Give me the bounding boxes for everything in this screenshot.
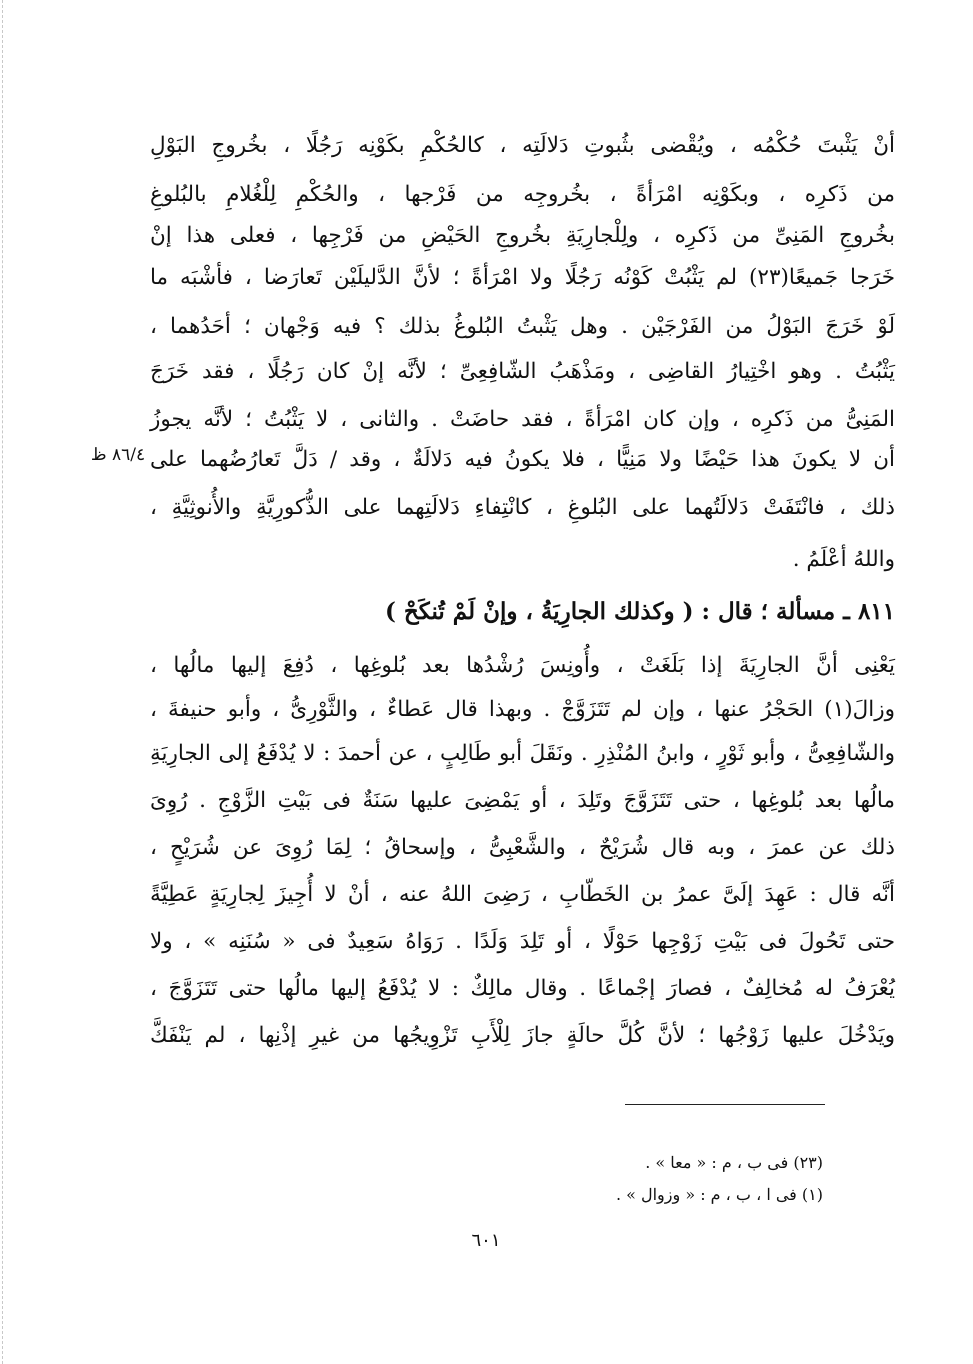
text-line: والشّافِعِىُّ ، وأبو ثَوْرٍ ، وابنُ المُنْذِرِ . ونَقَلَ أبو طَالِبٍ ، عن أحمدَ : لا يُدْفَعُ إلى الجارِيَةِ: [150, 741, 895, 766]
text-line: حتى تَحُولَ فى بَيْتِ زَوْجِها حَوْلًا ، أو تَلِدَ وَلَدًا . رَوَاهُ سَعِيدٌ فى « سُنَنِه » ، ولا: [150, 929, 895, 954]
text-line: واللهُ أعْلَمُ .: [792, 547, 895, 572]
text-line: أنَّه قال : عَهِدَ إلَىَّ عمرُ بن الخَطّابِ ، رَضِىَ اللهُ عنه ، أنْ لا أُجِيزَ لِجارِيَةٍ عَطِيَّةً: [150, 882, 895, 907]
text-line: من ذَكرِه ، وبكَوْنِه امْرَأةً ، بخُروجِه من فَرْجها ، والحُكْمِ لِلْغُلامِ بالبُلوغِ: [150, 182, 895, 207]
footnote: (٢٣) فى ب ، م : « معا » .: [645, 1153, 823, 1172]
text-line: لَوْ خَرَجَ البَوْلُ من الفَرْجَيْن . وهل يَثْبتُ البُلوغُ بذلك ؟ فيه وَجْهان ؛ أحَدُهما ،: [150, 314, 895, 339]
text-line: يَثْبُتُ . وهو اخْتِيارُ القاضِى ، ومَذْهَبُ الشّافِعِىِّ ؛ لأنَّه إنْ كان رَجُلًا ، فقد خَرَجَ: [150, 359, 895, 384]
text-line: أنْ يَثْبتَ حُكْمُه ، ويُقْضى بثُبوتِ دَلالَتِه ، كالحُكْمِ بكَوْنِه رَجُلًا ، بخُروجِ البَوْلِ: [150, 133, 895, 158]
text-line: بخُروجِ المَنِىِّ من ذَكرِه ، ولِلْجارِيَةِ بخُروجِ الحَيْضِ من فَرْجِها ، فعلى هذا إنْ: [150, 223, 895, 248]
text-line: مالُها بعد بُلوغِها ، حتى تَتَزَوَّجَ وتَلِدَ ، أو يَمْضِىَ عليها سَنَةٌ فى بَيْتِ الزَّوْجِ . رُوِىَ: [150, 788, 895, 813]
footnote: (١) فى ا ، ب ، م : « وزوال » .: [615, 1185, 823, 1204]
margin-manuscript-reference: ٨٦/٤ ظ: [90, 445, 146, 465]
binding-edge-dashes: [2, 0, 3, 1364]
text-line: المَنِىُّ من ذَكرِه ، وإن كان امْرَأةً ، فقد حاضَتْ . والثانى ، لا يَثْبُتُ ؛ لأنَّه يجوزُ: [150, 407, 895, 432]
section-heading: ٨١١ ـ مسألة ؛ قال : ( وكذلك الجارِيَةُ ، وإنْ لَمْ تُنكَحْ ): [385, 598, 895, 625]
text-line: أن لا يكونَ هذا حَيْضًا ولا مَنِيًّا ، فلا يكونُ فيه دَلالَةٌ ، وقد / دَلَّ تَعارُضُهما على: [150, 447, 895, 472]
text-line: يُعْرَفُ له مُخالِفٌ ، فصارَ إجْماعًا . وقال مالِكٌ : لا يُدْفَعُ إليها مالُها حتى تَتَزَوَّجَ ،: [150, 976, 895, 1001]
text-line: ذلك عن عمرَ ، وبه قال شُرَيْحٌ ، والشَّعْبِىُّ ، وإسحاقُ ؛ لِمَا رُوِىَ عن شُرَيْحٍ ،: [150, 835, 895, 860]
text-line: خَرَجا جَميعًا(٢٣) لم يَثْبُتْ كَوْنُه رَجُلًا ولا امْرَأةً ؛ لأنَّ الدَّليلَيْن تَعارَضا ، فأشْبَه ما: [150, 265, 895, 290]
text-line: ذلك ، فانْتَفَتْ دَلالَتُهما على البُلوغِ ، كانْتِفاءِ دَلالَتِهما على الذُّكورِيَّةِ والأُنوثِيَّةِ ،: [150, 495, 895, 520]
footnote-divider: [625, 1104, 825, 1105]
page-number: ٦٠١: [471, 1230, 501, 1251]
text-line: وزالَ(١) الحَجْرُ عنها ، وإن لم تَتَزَوَّجْ . وبهذا قال عَطاءٌ ، والثَّوْرِىُّ ، وأبو حنيفةَ ،: [150, 697, 895, 722]
text-line: ويَدْخُلَ عليها زَوْجُها ؛ لأنَّ كُلَّ حالَةٍ جازَ لِلْأَبِ تَزْوِيجُها من غيرِ إذْنِها ، لم يَنْفَكَّ: [150, 1023, 895, 1048]
text-line: يَعْنِى أنَّ الجارِيَةَ إذا بَلَغَتْ ، وأُونِسَ رُشْدُها بعد بُلوغِها ، دُفِعَ إليها مالُها ،: [150, 653, 895, 678]
